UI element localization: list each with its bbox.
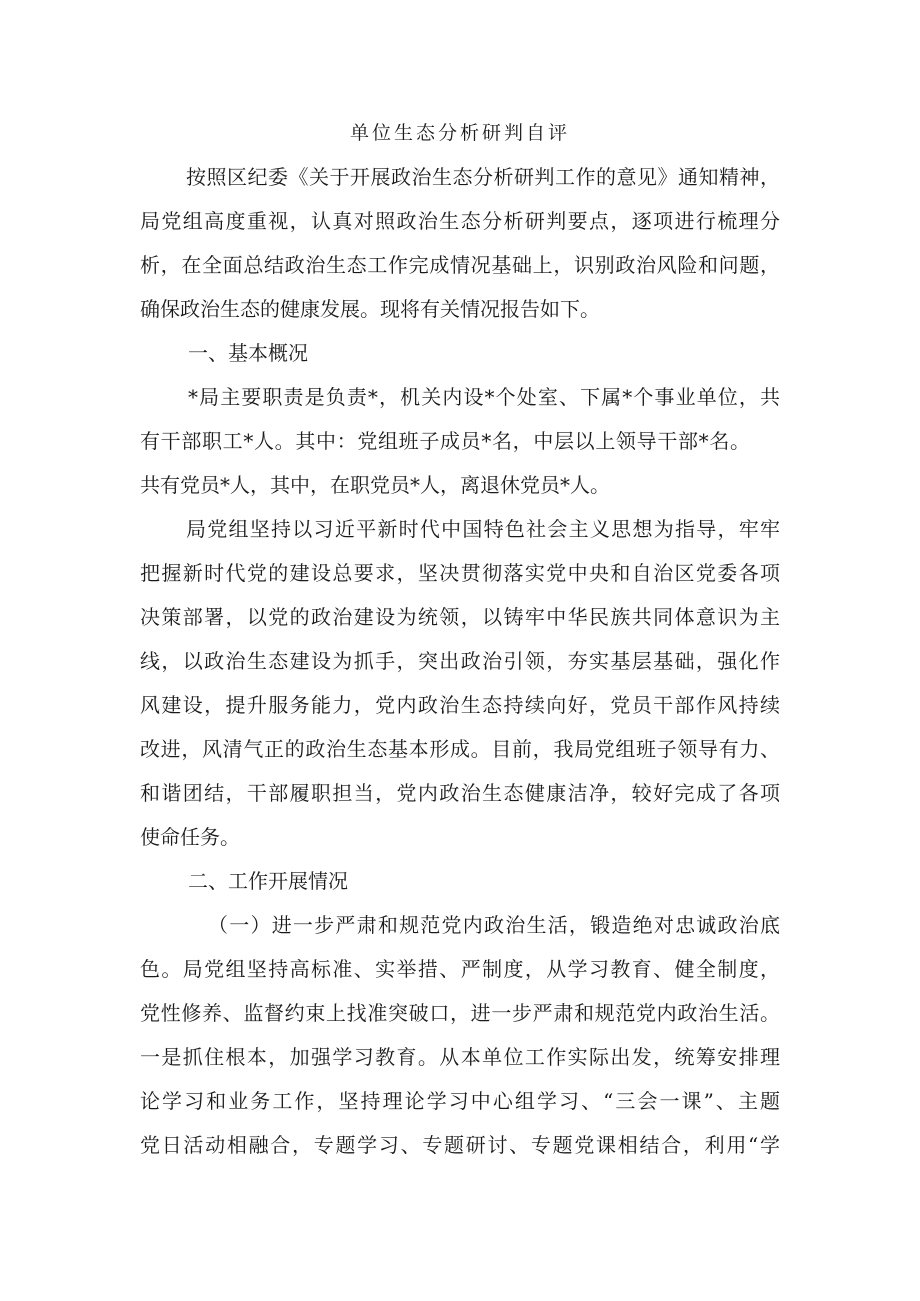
paragraph-line: 析，在全面总结政治生态工作完成情况基础上，识别政治风险和问题，	[140, 253, 780, 277]
paragraph-line: 共有党员*人，其中，在职党员*人，离退休党员*人。	[140, 473, 610, 497]
paragraph-line: 局党组高度重视，认真对照政治生态分析研判要点，逐项进行梳理分	[140, 209, 780, 233]
paragraph-line: 线，以政治生态建设为抓手，突出政治引领，夯实基层基础，强化作	[140, 649, 780, 673]
paragraph-line: 和谐团结，干部履职担当，党内政治生态健康洁净，较好完成了各项	[140, 781, 780, 805]
paragraph-line: 色。局党组坚持高标准、实举措、严制度，从学习教育、健全制度，	[140, 957, 780, 981]
paragraph-line: 局党组坚持以习近平新时代中国特色社会主义思想为指导，牢牢	[186, 517, 780, 541]
paragraph-line: 按照区纪委《关于开展政治生态分析研判工作的意见》通知精神，	[186, 165, 780, 189]
section-heading-2: 二、工作开展情况	[188, 869, 348, 893]
paragraph-line: 一是抓住根本，加强学习教育。从本单位工作实际出发，统筹安排理	[140, 1045, 780, 1069]
paragraph-line: （一）进一步严肃和规范党内政治生活，锻造绝对忠诚政治底	[208, 913, 780, 937]
paragraph-line: 论学习和业务工作，坚持理论学习中心组学习、“三会一课”、主题	[140, 1089, 780, 1113]
paragraph-line: 风建设，提升服务能力，党内政治生态持续向好，党员干部作风持续	[140, 693, 780, 717]
paragraph-line: 把握新时代党的建设总要求，坚决贯彻落实党中央和自治区党委各项	[140, 561, 780, 585]
document-title: 单位生态分析研判自评	[349, 122, 570, 144]
paragraph-line: 有干部职工*人。其中：党组班子成员*名，中层以上领导干部*名。	[140, 429, 750, 453]
paragraph-line: 改进，风清气正的政治生态基本形成。目前，我局党组班子领导有力、	[140, 737, 780, 761]
paragraph-line: 决策部署，以党的政治建设为统领，以铸牢中华民族共同体意识为主	[140, 605, 780, 629]
paragraph-line: 使命任务。	[140, 825, 240, 849]
paragraph-line: 确保政治生态的健康发展。现将有关情况报告如下。	[140, 297, 600, 321]
section-heading-1: 一、基本概况	[188, 341, 308, 365]
paragraph-line: 党性修养、监督约束上找准突破口，进一步严肃和规范党内政治生活。	[140, 1001, 780, 1025]
paragraph-line: 党日活动相融合，专题学习、专题研讨、专题党课相结合，利用“学	[140, 1133, 780, 1157]
paragraph-line: *局主要职责是负责*，机关内设*个处室、下属*个事业单位，共	[188, 385, 780, 409]
